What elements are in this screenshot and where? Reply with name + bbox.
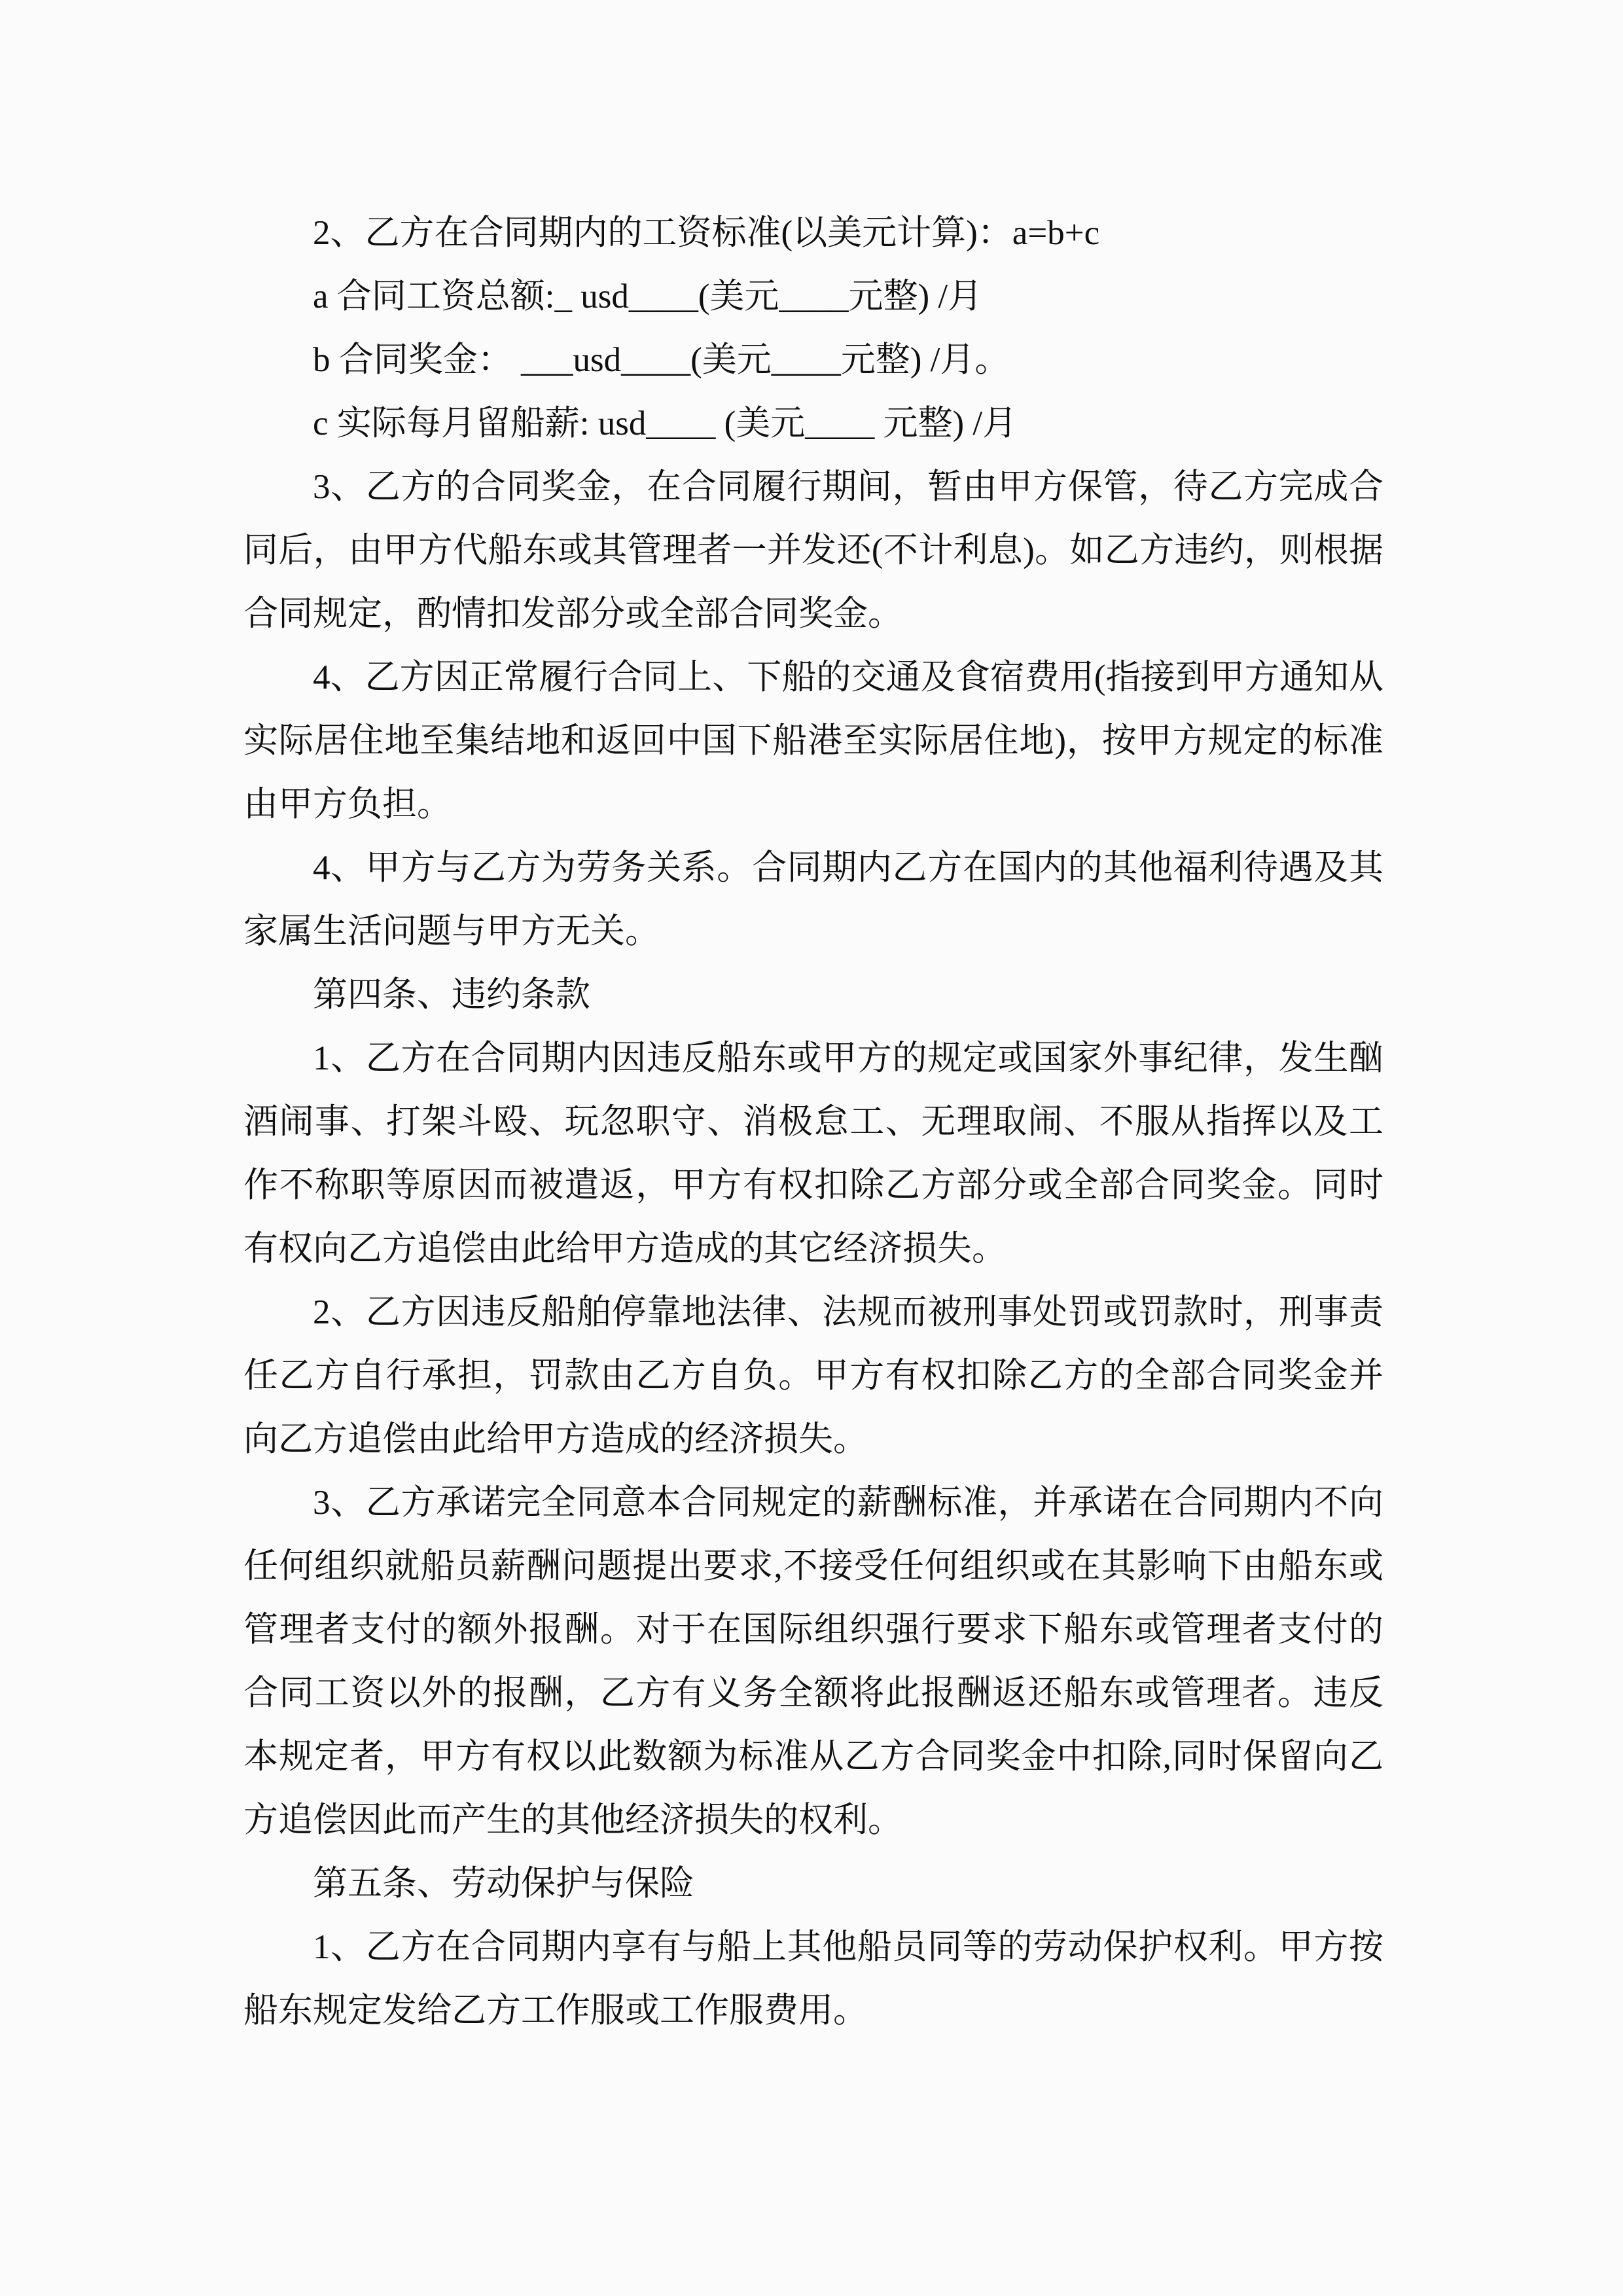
clause-travel-expenses: 4、乙方因正常履行合同上、下船的交通及食宿费用(指接到甲方通知从实际居住地至集结地和返回中国下船港至实际居住地)，按甲方规定的标准由甲方负担。: [243, 658, 1383, 823]
salary-line-onboard-pay: c 实际每月留船薪: usd____ (美元____ 元整) /月: [313, 404, 1018, 442]
section-heading-article-4: 第四条、违约条款: [313, 976, 590, 1014]
clause-breach-criminal: 2、乙方因违反船舶停靠地法律、法规而被刑事处罚或罚款时，刑事责任乙方自行承担，罚款由乙方自负。甲方有权扣除乙方的全部合同奖金并向乙方追偿由此给甲方造成的经济损失。: [243, 1293, 1383, 1458]
clause-salary-commitment: 3、乙方承诺完全同意本合同规定的薪酬标准，并承诺在合同期内不向任何组织就船员薪酬问题提出要求,不接受任何组织或在其影响下由船东或管理者支付的额外报酬。对于在国际组织强行要求下船东或管理者支付的合同工资以外的报酬，乙方有义务全额将此报酬返还船东或管理者。违反本规定者，甲方有权以此数额为标准从乙方合同奖金中扣除,同时保留向乙方追偿因此而产生的其他经济损失的权利。: [243, 1484, 1383, 1839]
salary-line-total: a 合同工资总额:_ usd____(美元____元整) /月: [313, 278, 983, 315]
section-heading-article-5: 第五条、劳动保护与保险: [313, 1865, 694, 1903]
clause-labor-protection: 1、乙方在合同期内享有与船上其他船员同等的劳动保护权利。甲方按船东规定发给乙方工作服或工作服费用。: [243, 1928, 1383, 2030]
clause-wage-standard: 2、乙方在合同期内的工资标准(以美元计算)：a=b+c: [313, 214, 1100, 252]
clause-bonus-custody: 3、乙方的合同奖金，在合同履行期间，暂由甲方保管，待乙方完成合同后，由甲方代船东或其管理者一并发还(不计利息)。如乙方违约，则根据合同规定，酌情扣发部分或全部合同奖金。: [243, 468, 1383, 633]
clause-breach-repatriation: 1、乙方在合同期内因违反船东或甲方的规定或国家外事纪律，发生酗酒闹事、打架斗殴、玩忽职守、消极怠工、无理取闹、不服从指挥以及工作不称职等原因而被遣返，甲方有权扣除乙方部分或全部合同奖金。同时有权向乙方追偿由此给甲方造成的其它经济损失。: [243, 1039, 1383, 1268]
salary-line-bonus: b 合同奖金： ___usd____(美元____元整) /月。: [313, 341, 1010, 379]
clause-labor-relationship: 4、甲方与乙方为劳务关系。合同期内乙方在国内的其他福利待遇及其家属生活问题与甲方无关。: [243, 849, 1383, 950]
contract-document-page: [243, 202, 1383, 2043]
